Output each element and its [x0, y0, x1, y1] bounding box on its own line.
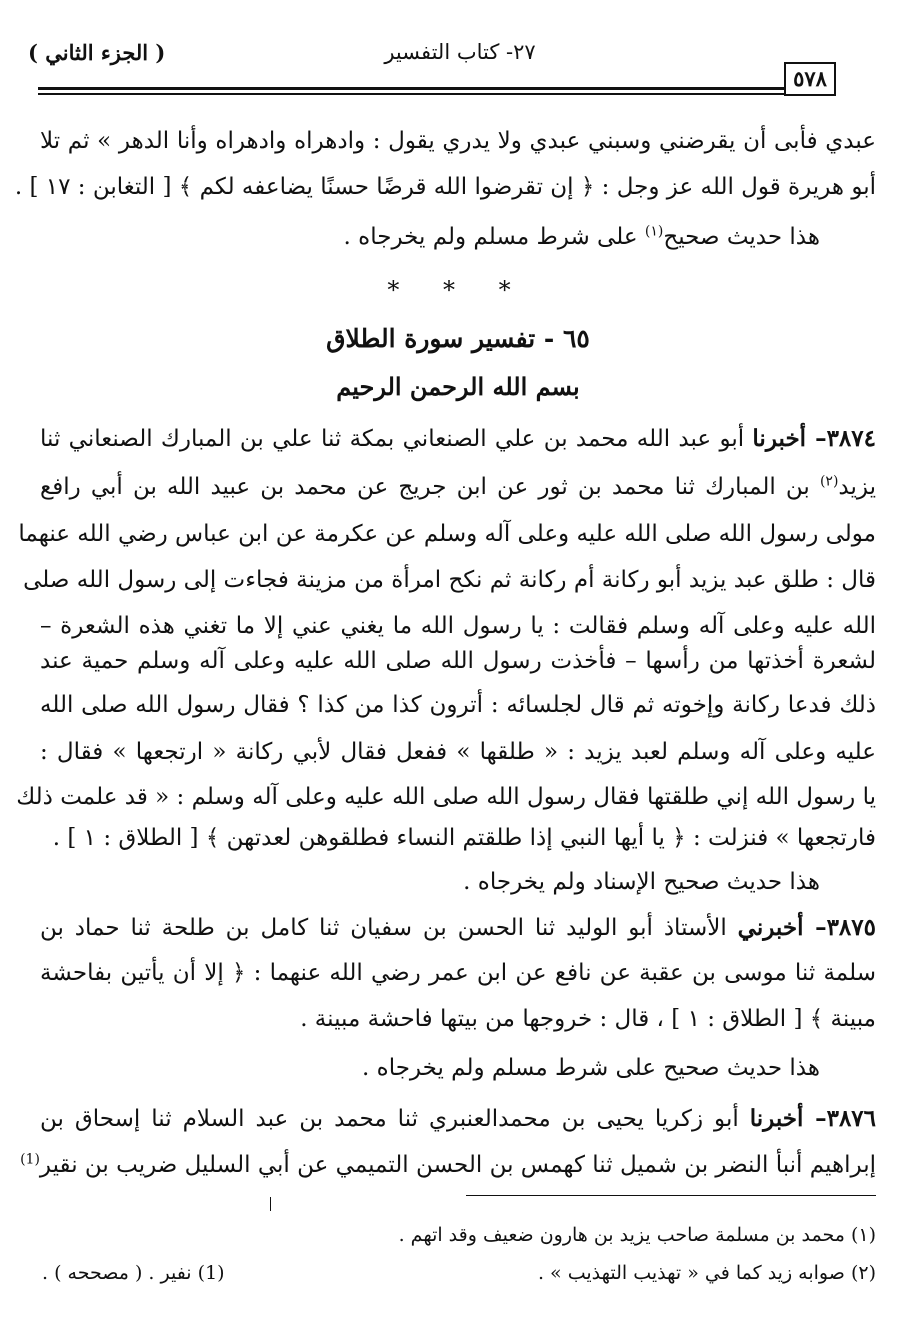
footnote-corrector: (1) نفير . ( مصححه ) . — [42, 1262, 225, 1284]
text-line: مولى رسول الله صلى الله عليه وعلى آله وسلم عن عكرمة عن ابن عباس رضي الله عنهما — [18, 521, 876, 547]
text-line: لشعرة أخذتها من رأسها – فأخذت رسول الله صلى الله عليه وعلى آله وسلم حمية عند — [40, 648, 876, 674]
text-line: قال : طلق عبد يزيد أبو ركانة أم ركانة ثم نكح امرأة من مزينة فجاءت إلى رسول الله صلى — [23, 567, 876, 593]
footnote-2: (٢) صوابه زيد كما في « تهذيب التهذيب » . — [537, 1262, 876, 1284]
text-line: مبينة ﴾ [ الطلاق : ١ ] ، قال : خروجها من بيتها فاحشة مبينة . — [300, 1006, 876, 1032]
verdict-line: هذا حديث صحيح على شرط مسلم ولم يخرجاه . — [362, 1055, 820, 1081]
text-line: أبو هريرة قول الله عز وجل : ﴿ إن تقرضوا الله قرضًا حسنًا يضاعفه لكم ﴾ [ التغابن : ١٧ ] . — [14, 174, 876, 200]
hadith-number: ٣٨٧٤– — [815, 425, 876, 452]
verdict-line: هذا حديث صحيح الإسناد ولم يخرجاه . — [463, 869, 820, 895]
footnote-tick — [270, 1197, 271, 1211]
surah-heading: ٦٥ - تفسير سورة الطلاق — [326, 324, 590, 353]
footnote-ref: (٢) — [819, 473, 839, 490]
text-line: يا رسول الله إني طلقتها فقال رسول الله صلى الله عليه وعلى آله وسلم : « قد علمت ذلك — [16, 784, 876, 810]
text-line: سلمة ثنا موسى بن عقبة عن نافع عن ابن عمر رضي الله عنهما : ﴿ إلا أن يأتين بفاحشة — [40, 960, 876, 986]
text-line: إبراهيم أنبأ النضر بن شميل ثنا كهمس بن الحسن التميمي عن أبي السليل ضريب بن نقير$^{(1)}$ — [20, 1151, 876, 1178]
footnote-1: (١) محمد بن مسلمة صاحب يزيد بن هارون ضعيف وقد اتهم . — [398, 1224, 876, 1246]
footnote-ref: (1) — [20, 1151, 40, 1168]
header-rule-thick — [38, 87, 784, 90]
hadith-3874-first-line: ٣٨٧٤– أخبرنا أبو عبد الله محمد بن علي الصنعاني بمكة ثنا علي بن المبارك الصنعاني ثنا — [40, 425, 876, 452]
hadith-3875-first-line: ٣٨٧٥– أخبرني الأستاذ أبو الوليد ثنا الحسن بن سفيان ثنا كامل بن طلحة ثنا حماد بن — [40, 914, 876, 941]
verdict-line: هذا حديث صحيح$^{(١)}$ على شرط مسلم ولم يخرجاه . — [343, 223, 820, 250]
chapter-title: ٢٧- كتاب التفسير — [384, 40, 536, 64]
basmala: بسم الله الرحمن الرحيم — [336, 372, 580, 401]
text-line: فارتجعها » فنزلت : ﴿ يا أيها النبي إذا طلقتم النساء فطلقوهن لعدتهن ﴾ [ الطلاق : ١ ] . — [52, 825, 876, 851]
text-line: الله عليه وعلى آله وسلم فقالت : يا رسول الله ما يغني عني إلا ما تغني هذه الشعرة – — [40, 613, 876, 639]
hadith-3876-first-line: ٣٨٧٦– أخبرنا أبو زكريا يحيى بن محمدالعنبري ثنا محمد بن عبد السلام ثنا إسحاق بن — [40, 1105, 877, 1132]
text-line: عليه وعلى آله وسلم لعبد يزيد : « طلقها » ففعل فقال لأبي ركانة « ارتجعها » فقال : — [40, 739, 876, 765]
text-line: عبدي فأبى أن يقرضني وسبني عبدي ولا يدري يقول : وادهراه وادهراه وأنا الدهر » ثم تلا — [40, 128, 876, 154]
hadith-number: ٣٨٧٦– — [815, 1105, 877, 1132]
hadith-number: ٣٨٧٥– — [815, 914, 876, 941]
text-line: يزيد$^{(٢)}$ بن المبارك ثنا محمد بن ثور عن ابن جريج عن محمد بن عبيد الله بن أبي رافع — [40, 473, 876, 500]
page-number: ٥٧٨ — [784, 62, 836, 96]
footnote-rule — [466, 1195, 876, 1196]
footnote-ref: (١) — [644, 223, 664, 240]
text-line: ذلك فدعا ركانة وإخوته ثم قال لجلسائه : أترون كذا من كذا ؟ فقال رسول الله صلى الله — [40, 692, 876, 718]
section-divider-stars: * * * — [387, 276, 529, 304]
volume-label: ( الجزء الثاني ) — [28, 40, 166, 65]
header-rule-thin — [38, 93, 784, 95]
